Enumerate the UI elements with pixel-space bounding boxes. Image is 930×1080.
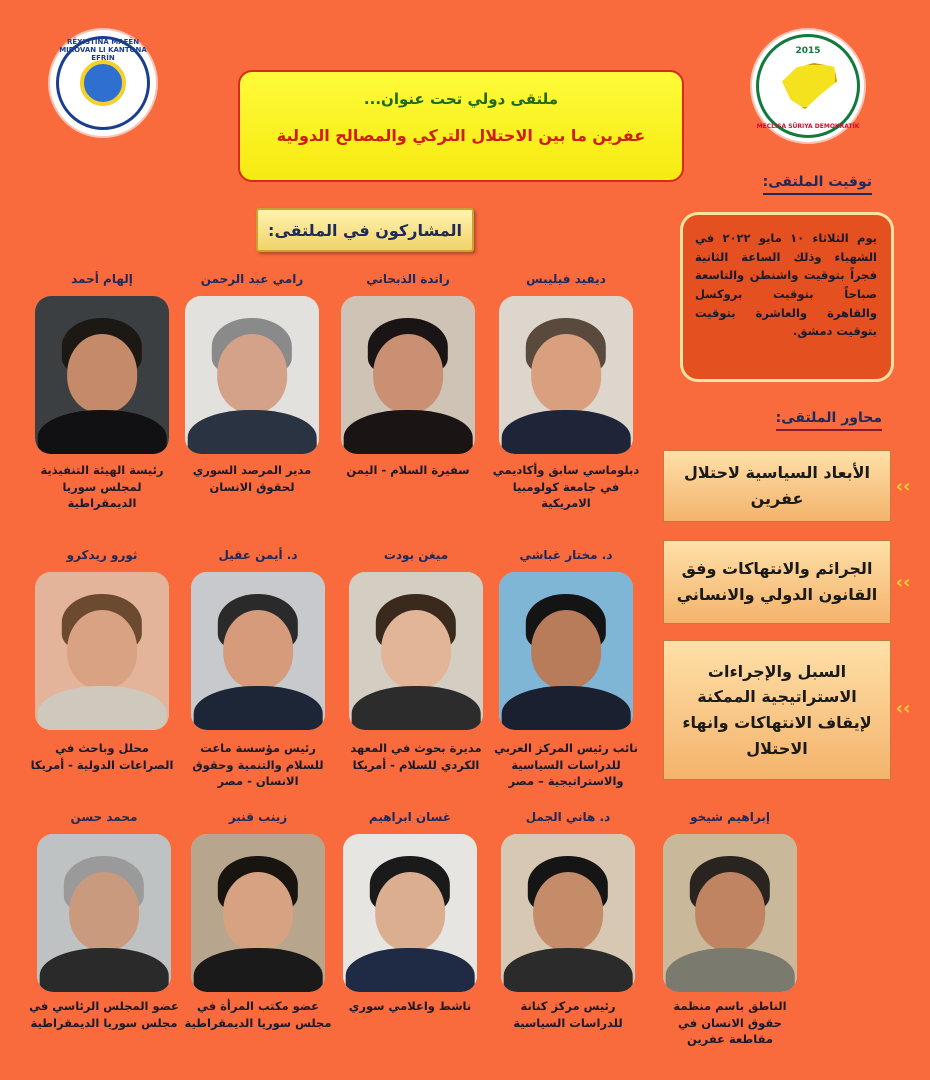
- participant-name: د. أيمن عقيل: [218, 548, 298, 562]
- participant-description: رئيس مؤسسة ماعت للسلام والتنمية وحقوق الانسان - مصر: [192, 741, 324, 789]
- axis-item-2: الجرائم والانتهاكات وفق القانون الدولي والانساني: [663, 540, 891, 624]
- chevron-icon: ‹‹: [895, 572, 911, 593]
- participant-description: مدير المرصد السوري لحقوق الانسان: [192, 463, 312, 494]
- participant-photo: [343, 834, 477, 992]
- participant-description: دبلوماسي سابق وأكاديمي في جامعة كولومبيا الامريكية: [492, 463, 640, 511]
- participant-photo: [191, 834, 325, 992]
- participant-name: ديفيد فيليبس: [526, 272, 606, 286]
- participant-photo: [501, 834, 635, 992]
- participants-heading: المشاركون في الملتقى:: [256, 208, 474, 252]
- msd-logo: [752, 30, 864, 142]
- participant-photo: [349, 572, 483, 730]
- participant-photo: [37, 834, 171, 992]
- axis-item-1: الأبعاد السياسية لاحتلال عفرين: [663, 450, 891, 522]
- axis-item-3: السبل والإجراءات الاستراتيجية الممكنة لإيقاف الانتهاكات وانهاء الاحتلال: [663, 640, 891, 780]
- participant-photo: [35, 572, 169, 730]
- participant-photo: [185, 296, 319, 454]
- participant-description: الناطق باسم منظمة حقوق الانسان في مقاطعة عفرين: [673, 999, 787, 1047]
- participant-name: ثورو ريدكرو: [66, 548, 138, 562]
- logo-text: RÊXISTINA MAFÊN MIROVAN LI KANTONA EFRÎN: [59, 38, 147, 62]
- participant-name: زينب قنبر: [228, 810, 288, 824]
- participant-name: إلهام أحمد: [71, 272, 133, 286]
- participant-name: د. مختار غباشي: [519, 548, 613, 562]
- participant-photo: [191, 572, 325, 730]
- chevron-icon: ‹‹: [895, 476, 911, 497]
- participant-description: ناشط واعلامي سوري: [348, 999, 472, 1013]
- logo-year: 2015: [795, 46, 821, 56]
- participant-name: غسان ابراهيم: [368, 810, 452, 824]
- participant-description: عضو المجلس الرئاسي في مجلس سوريا الديمقراطية: [29, 999, 179, 1030]
- participant-photo: [35, 296, 169, 454]
- participant-photo: [499, 572, 633, 730]
- participant-description: مديرة بحوث في المعهد الكردي للسلام - أمريكا: [350, 741, 482, 772]
- participant-photo: [663, 834, 797, 992]
- participant-name: راندة الذبحاني: [366, 272, 450, 286]
- title-line-2: عفرين ما بين الاحتلال التركي والمصالح الدولية: [276, 126, 646, 145]
- title-box: [238, 70, 684, 182]
- participant-photo: [499, 296, 633, 454]
- participant-description: محلل وباحث في الصراعات الدولية - أمريكا: [30, 741, 174, 772]
- participant-description: رئيس مركز كنانة للدراسات السياسية: [513, 999, 623, 1030]
- participant-name: محمد حسن: [70, 810, 138, 824]
- timing-box: يوم الثلاثاء ١٠ مايو ٢٠٢٢ في الشهباء وذلك الساعة الثانية فجراً بتوقيت واشنطن والتاسعة صباحاً بتوقيت بروكسل والقاهرة والعاشرة بتوقيت بتوقيت دمشق.: [680, 212, 894, 382]
- participant-name: د. هاني الجمل: [525, 810, 611, 824]
- efrin-human-rights-logo: [50, 30, 156, 136]
- chevron-icon: ‹‹: [895, 698, 911, 719]
- timing-heading: توقيت الملتقى:: [763, 174, 872, 195]
- participant-description: نائب رئيس المركز العربي للدراسات السياسية والاستراتيجية – مصر: [494, 741, 638, 789]
- logo-text: MECLISA SÛRIYA DEMOKRATÎK: [756, 123, 860, 130]
- title-line-1: ملتقى دولي تحت عنوان...: [363, 90, 559, 108]
- participant-description: رئيسة الهيئة التنفيذية لمجلس سوريا الديمقراطية: [40, 463, 164, 511]
- axes-heading: محاور الملتقى:: [776, 410, 882, 431]
- participant-description: عضو مكتب المرأة في مجلس سوريا الديمقراطية: [184, 999, 332, 1030]
- participant-name: رامي عبد الرحمن: [200, 272, 304, 286]
- participant-description: سفيرة السلام - اليمن: [346, 463, 470, 477]
- participant-name: ميغن بودت: [383, 548, 449, 562]
- participant-name: إبراهيم شيخو: [690, 810, 770, 824]
- participant-photo: [341, 296, 475, 454]
